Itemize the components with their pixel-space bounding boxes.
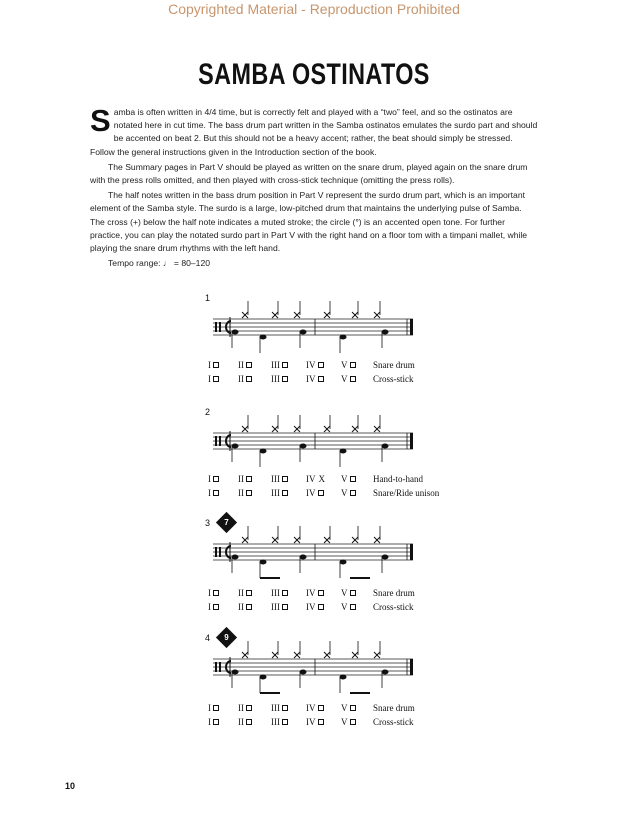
copyright-watermark: Copyrighted Material - Reproduction Prohibited: [168, 1, 460, 17]
drop-cap: S: [90, 103, 111, 138]
checkbox-icon: [318, 719, 324, 725]
level-checkbox[interactable]: [208, 602, 219, 612]
bass-note: [300, 444, 307, 449]
checkbox-icon: [318, 490, 324, 496]
bass-note: [340, 449, 347, 454]
level-label: V: [341, 588, 348, 598]
checklist-row: [208, 703, 448, 717]
bass-note: [232, 330, 239, 335]
bass-note: [300, 670, 307, 675]
checkbox-icon: [246, 362, 252, 368]
checkbox-icon: [213, 376, 219, 382]
level-checkbox[interactable]: [271, 488, 288, 498]
checkbox-icon: [350, 476, 356, 482]
track-number: 9: [224, 633, 229, 642]
level-label: IV: [306, 474, 316, 484]
checkbox-icon: [213, 705, 219, 711]
paragraph-3: The half notes written in the bass drum position in Part V represent the surdo drum part, which is an important element of the Samba style. The surdo is a large, low-pitched drum that maintains the underlying pulse of Samba. The cross (+) below the half note indicates a muted stroke; the circle (°) is an accented open tone. For further practice, you can play the notated surdo part in Part V with the right hand on a floor tom with a timpani mallet, while playing the snare drum rhythms with the left hand.: [90, 190, 528, 254]
checkbox-icon: [350, 604, 356, 610]
level-label: II: [238, 703, 244, 713]
level-checkbox[interactable]: [306, 717, 324, 727]
bass-note: [260, 560, 267, 565]
level-label: V: [341, 374, 348, 384]
bass-note: [340, 560, 347, 565]
level-label: IV: [306, 588, 316, 598]
level-label: I: [208, 703, 211, 713]
technique-label: Hand-to-hand: [373, 474, 423, 484]
checkbox-icon: [213, 604, 219, 610]
bass-note: [382, 444, 389, 449]
drum-staff-1: [205, 301, 420, 361]
checkbox-icon: [350, 362, 356, 368]
drum-staff-2: [205, 415, 420, 475]
level-checkbox[interactable]: [306, 488, 324, 498]
final-barline: [410, 319, 413, 335]
level-label: III: [271, 717, 280, 727]
level-checkbox[interactable]: [271, 374, 288, 384]
level-checkbox[interactable]: [306, 602, 324, 612]
clef-bar: [215, 662, 217, 672]
level-label: I: [208, 360, 211, 370]
level-checkbox[interactable]: [271, 703, 288, 713]
exercise-number: 3: [205, 518, 211, 528]
level-checkbox[interactable]: [341, 717, 356, 727]
checkbox-icon: [350, 590, 356, 596]
bass-note: [232, 444, 239, 449]
level-label: I: [208, 717, 211, 727]
level-checkbox[interactable]: [208, 703, 219, 713]
level-checkbox[interactable]: [271, 588, 288, 598]
level-checkbox[interactable]: [341, 474, 356, 484]
bass-note: [340, 335, 347, 340]
level-label: II: [238, 588, 244, 598]
level-checkbox[interactable]: [208, 374, 219, 384]
level-label: II: [238, 488, 244, 498]
level-checkbox[interactable]: [238, 588, 252, 598]
checkbox-icon: [350, 705, 356, 711]
level-label: II: [238, 602, 244, 612]
checkbox-icon: [246, 490, 252, 496]
exercise-number: 2: [205, 407, 211, 417]
level-checkbox[interactable]: [341, 588, 356, 598]
bass-note: [232, 670, 239, 675]
bass-note: [232, 555, 239, 560]
checkbox-icon: [246, 590, 252, 596]
checkbox-icon: [246, 719, 252, 725]
clef-bar: [219, 662, 221, 672]
level-checkbox[interactable]: [238, 474, 252, 484]
bass-note: [260, 335, 267, 340]
level-label: I: [208, 374, 211, 384]
checkbox-icon: [282, 490, 288, 496]
checkbox-icon: [246, 705, 252, 711]
level-label: IV: [306, 488, 316, 498]
level-label: IV: [306, 717, 316, 727]
checklist-row: [208, 488, 448, 502]
level-checkbox[interactable]: [341, 488, 356, 498]
checkbox-icon: [318, 604, 324, 610]
level-label: II: [238, 360, 244, 370]
level-checkbox[interactable]: [306, 703, 324, 713]
checked-mark: X: [318, 474, 325, 484]
level-checkbox[interactable]: [271, 717, 288, 727]
checkbox-icon: [282, 705, 288, 711]
level-checkbox[interactable]: [208, 717, 219, 727]
checkbox-icon: [213, 490, 219, 496]
final-barline: [410, 659, 413, 675]
bass-note: [300, 555, 307, 560]
level-label: I: [208, 588, 211, 598]
bass-note: [340, 675, 347, 680]
checklist-row: [208, 474, 448, 488]
checklist-3: [208, 588, 448, 616]
final-barline: [410, 433, 413, 449]
level-checkbox[interactable]: [208, 474, 219, 484]
checkbox-icon: [282, 476, 288, 482]
checklist-row: [208, 717, 448, 731]
level-label: V: [341, 717, 348, 727]
checklist-row: [208, 360, 448, 374]
technique-label: Snare/Ride unison: [373, 488, 440, 498]
checkbox-icon: [282, 362, 288, 368]
level-label: V: [341, 360, 348, 370]
checkbox-icon: [318, 705, 324, 711]
checklist-2: [208, 474, 448, 502]
exercise-number: 1: [205, 293, 211, 303]
bass-note: [382, 555, 389, 560]
level-label: V: [341, 703, 348, 713]
level-label: IV: [306, 374, 316, 384]
level-label: III: [271, 703, 280, 713]
tempo-range: Tempo range: ♩ = 80–120: [108, 258, 210, 269]
level-label: II: [238, 717, 244, 727]
checkbox-icon: [246, 376, 252, 382]
track-number: 7: [224, 518, 229, 527]
checkbox-icon: [350, 490, 356, 496]
level-label: V: [341, 474, 348, 484]
checklist-row: [208, 602, 448, 616]
bass-note: [260, 675, 267, 680]
level-checkbox[interactable]: [271, 474, 288, 484]
level-label: I: [208, 488, 211, 498]
level-label: III: [271, 602, 280, 612]
clef-bar: [215, 322, 217, 332]
technique-label: Snare drum: [373, 588, 415, 598]
bass-note: [260, 449, 267, 454]
technique-label: Snare drum: [373, 360, 415, 370]
level-checkbox[interactable]: [306, 374, 324, 384]
paragraph-1: [90, 103, 538, 159]
checkbox-icon: [246, 604, 252, 610]
level-checkbox[interactable]: [341, 703, 356, 713]
level-label: V: [341, 488, 348, 498]
paragraph-2: The Summary pages in Part V should be played as written on the snare drum, played again on the snare drum with the press rolls omitted, and then played with cross-stick technique (omitting the press rolls).: [90, 161, 528, 186]
level-label: IV: [306, 602, 316, 612]
level-label: V: [341, 602, 348, 612]
level-label: II: [238, 374, 244, 384]
level-checkbox[interactable]: [271, 602, 288, 612]
level-label: IV: [306, 360, 316, 370]
drum-staff-4: [205, 641, 420, 701]
level-checkbox[interactable]: [341, 360, 356, 370]
level-checkbox[interactable]: [271, 360, 288, 370]
checkbox-icon: [318, 590, 324, 596]
level-checkbox[interactable]: [341, 602, 356, 612]
checklist-row: [208, 374, 448, 388]
checkbox-icon: [318, 362, 324, 368]
checkbox-icon: [213, 362, 219, 368]
level-checkbox[interactable]: [208, 360, 219, 370]
level-label: I: [208, 474, 211, 484]
level-checkbox[interactable]: [238, 374, 252, 384]
level-label: I: [208, 602, 211, 612]
checkbox-icon: [282, 590, 288, 596]
page-title: SAMBA OSTINATOS: [198, 58, 430, 91]
checkbox-icon: [350, 719, 356, 725]
checkbox-icon: [282, 719, 288, 725]
technique-label: Cross-stick: [373, 602, 414, 612]
level-label: II: [238, 474, 244, 484]
level-checkbox[interactable]: [306, 360, 324, 370]
level-checkbox[interactable]: [238, 360, 252, 370]
level-checkbox[interactable]: [306, 588, 324, 598]
level-checkbox[interactable]: [306, 474, 325, 484]
exercise-number: 4: [205, 633, 211, 643]
level-checkbox[interactable]: [238, 602, 252, 612]
level-checkbox[interactable]: [238, 703, 252, 713]
bass-note: [300, 330, 307, 335]
bass-note: [382, 330, 389, 335]
level-checkbox[interactable]: [208, 488, 219, 498]
bass-note: [382, 670, 389, 675]
level-label: III: [271, 488, 280, 498]
paragraph-1-text: amba is often written in 4/4 time, but is correctly felt and played with a “two” feel, and so the ostinatos are notated here in cut time. The bass drum part written in the Samba ostinatos emulates the surdo part and should be accented on beat 2. But this should not be a heavy accent; rather, the beat should simply be stressed. Follow the general instructions given in the Introduction section of the book.: [90, 107, 538, 157]
checkbox-icon: [282, 376, 288, 382]
technique-label: Snare drum: [373, 703, 415, 713]
clef-bar: [219, 436, 221, 446]
checklist-1: [208, 360, 448, 388]
level-label: III: [271, 360, 280, 370]
level-label: III: [271, 474, 280, 484]
level-label: III: [271, 374, 280, 384]
checkbox-icon: [213, 590, 219, 596]
technique-label: Cross-stick: [373, 374, 414, 384]
level-checkbox[interactable]: [238, 488, 252, 498]
clef-bar: [215, 436, 217, 446]
checkbox-icon: [213, 476, 219, 482]
level-checkbox[interactable]: [341, 374, 356, 384]
checkbox-icon: [318, 376, 324, 382]
level-label: III: [271, 588, 280, 598]
checkbox-icon: [246, 476, 252, 482]
checklist-row: [208, 588, 448, 602]
checkbox-icon: [213, 719, 219, 725]
technique-label: Cross-stick: [373, 717, 414, 727]
final-barline: [410, 544, 413, 560]
intro-text: [90, 103, 538, 270]
checkbox-icon: [282, 604, 288, 610]
clef-bar: [215, 547, 217, 557]
level-checkbox[interactable]: [208, 588, 219, 598]
clef-bar: [219, 322, 221, 332]
clef-bar: [219, 547, 221, 557]
level-checkbox[interactable]: [238, 717, 252, 727]
page-number: 10: [65, 781, 76, 791]
drum-staff-3: [205, 526, 420, 586]
checklist-4: [208, 703, 448, 731]
checkbox-icon: [350, 376, 356, 382]
level-label: IV: [306, 703, 316, 713]
